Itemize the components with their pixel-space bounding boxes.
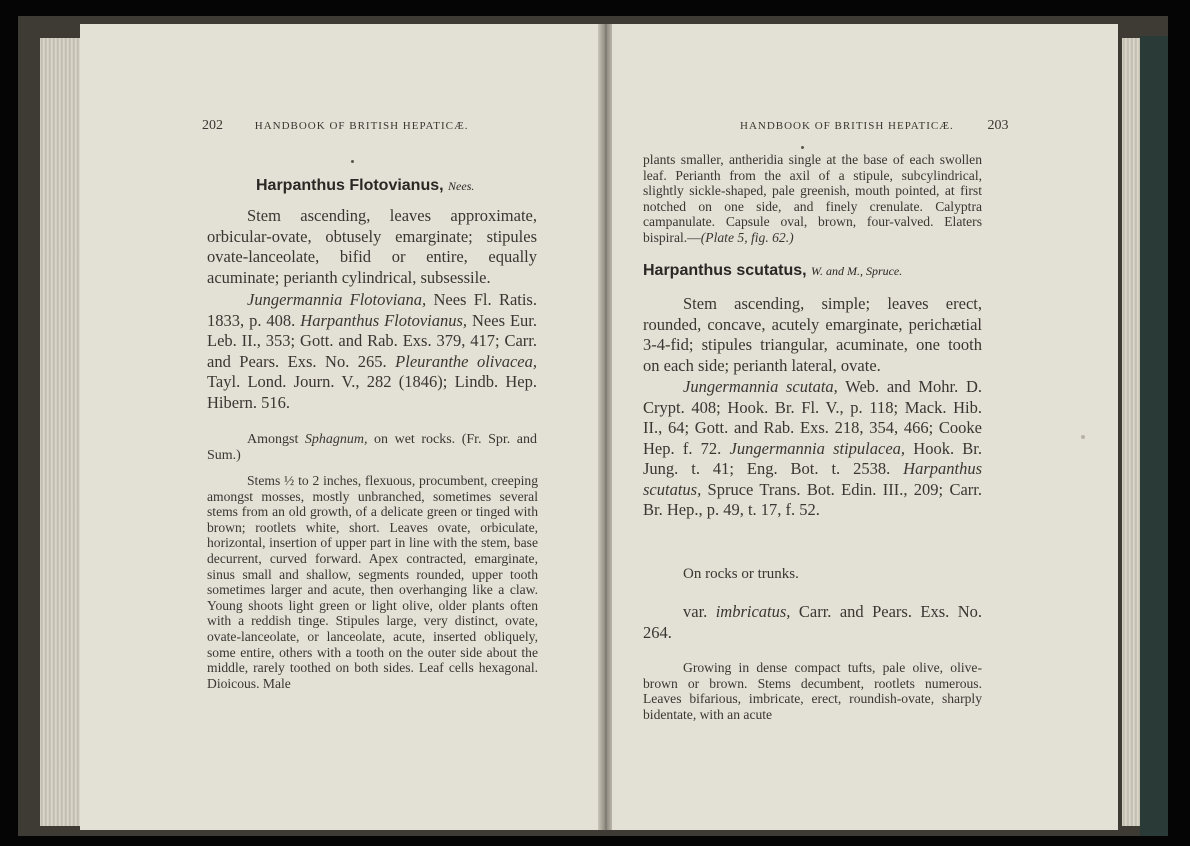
right-running-head-title: HANDBOOK OF BRITISH HEPATICÆ. bbox=[740, 120, 954, 132]
continuation-text: plants smaller, antheridia single at the base of each swollen leaf. Perianth from the axil of a stipule, subcylindrical, slightly sickle-shaped, pale greenish, mouth pointed, at first notched on one side, and finely crenulate. Calyptra campanulate. Capsule oval, brown, four-valved. Elaters bispiral.— bbox=[643, 152, 982, 245]
habitat-text: Amongst bbox=[247, 432, 305, 447]
species-name: Harpanthus Flotovianus, bbox=[256, 177, 444, 194]
synonym-name: Jungermannia Flotoviana, bbox=[247, 290, 427, 309]
synonym-reference: Nees Eur. Leb. II., 353; Gott. and Rab. Exs. 379, 417; Carr. and Pears. Exs. No. 265. bbox=[207, 310, 538, 371]
synonym-name: Jungermannia scutata, bbox=[683, 377, 838, 396]
synonym-name: Pleuranthe olivacea, bbox=[395, 351, 537, 371]
synonym-name: Harpanthus Flotovianus, bbox=[300, 310, 468, 330]
synonym-reference: Web. and Mohr. D. Crypt. 408; Hook. Br. Fl. V., p. 118; Mack. Hib. II., 64; Gott. and Rab. Exs. 218, 354, 466; Cooke Hep. f. 72. bbox=[643, 377, 982, 458]
right-page-edges bbox=[1122, 38, 1142, 826]
ink-speck bbox=[351, 160, 354, 163]
left-running-head-title: HANDBOOK OF BRITISH HEPATICÆ. bbox=[254, 120, 469, 132]
ink-speck bbox=[801, 146, 804, 149]
synonym-name: Jungermannia stipulacea, bbox=[729, 438, 906, 458]
species-heading-flotovianus bbox=[256, 177, 474, 195]
left-page-number: 202 bbox=[202, 118, 223, 133]
species-description: Stem ascending, simple; leaves erect, rounded, concave, acutely emarginate, perichætial 3-4-fid; stipules triangular, acuminate, one tooth on each side; perianth lateral, ovate. bbox=[643, 294, 982, 375]
synonym-reference: Spruce Trans. Bot. Edin. III., 209; Carr. Br. Hep., p. 49, t. 17, f. 52. bbox=[643, 479, 982, 519]
species-heading-scutatus bbox=[643, 262, 902, 280]
paper-blemish bbox=[1081, 435, 1085, 439]
left-page bbox=[80, 24, 600, 830]
species-description: Stem ascending, leaves approximate, orbicular-ovate, obtusely emarginate; stipules ovate-lanceolate, bifid or entire, equally acuminate; perianth cylindrical, subsessile. bbox=[207, 206, 537, 287]
plate-reference: (Plate 5, fig. 62.) bbox=[700, 229, 794, 245]
variety-name: imbricatus, bbox=[715, 602, 791, 621]
continuation-paragraph bbox=[643, 152, 982, 246]
synonym-reference: Tayl. Lond. Journ. V., 282 (1846); Lindb. Hep. Hibern. 516. bbox=[207, 372, 537, 412]
habitat-note: On rocks or trunks. bbox=[683, 566, 799, 582]
synonym-reference: Hook. Br. Jung. t. 41; Eng. Bot. t. 2538. bbox=[643, 438, 983, 478]
habitat-text: on wet rocks. (Fr. Spr. and Sum.) bbox=[207, 432, 538, 463]
right-running-head bbox=[740, 118, 1009, 134]
habitat-note bbox=[207, 432, 537, 464]
synonymy-paragraph bbox=[207, 290, 537, 413]
synonym-reference: Nees Fl. Ratis. 1833, p. 408. bbox=[207, 290, 537, 330]
variety-label: var. bbox=[683, 602, 716, 621]
variety-reference: Carr. and Pears. Exs. No. 264. bbox=[643, 602, 982, 642]
species-authority: Nees. bbox=[448, 179, 475, 193]
variety-entry bbox=[643, 602, 982, 643]
synonymy-paragraph bbox=[643, 377, 982, 521]
species-name: Harpanthus scutatus, bbox=[643, 262, 807, 279]
habitat-substrate: Sphagnum, bbox=[304, 432, 368, 447]
right-page-number: 203 bbox=[987, 118, 1009, 133]
synonym-name: Harpanthus scutatus, bbox=[643, 459, 982, 499]
left-running-head bbox=[202, 118, 469, 134]
variety-details: Growing in dense compact tufts, pale olive, olive-brown or brown. Stems decumbent, rootlets numerous. Leaves bifarious, imbricate, erect, roundish-ovate, sharply bidentate, with an acute bbox=[643, 660, 982, 722]
species-details: Stems ½ to 2 inches, flexuous, procumbent, creeping amongst mosses, mostly unbranched, sometimes several stems from an old growth, of a delicate green or tinged with brown; rootlets white, short. Leaves ovate, orbiculate, horizontal, insertion of upper part in line with the stem, base decurrent, curved forward. Apex contracted, emarginate, sinus small and shallow, segments rounded, upper tooth sometimes larger and acute, then overhanging like a claw. Young shoots light green or light olive, older plants often with a reddish tinge. Stipules large, very distinct, ovate, ovate-lanceolate, or lanceolate, acute, inserted obliquely, some entire, others with a tooth on the outer side about the middle, rarely toothed on both sides. Leaf cells hexagonal. Dioicous. Male bbox=[207, 473, 538, 691]
book-cover bbox=[1140, 36, 1168, 836]
species-authority: W. and M., Spruce. bbox=[811, 264, 903, 278]
